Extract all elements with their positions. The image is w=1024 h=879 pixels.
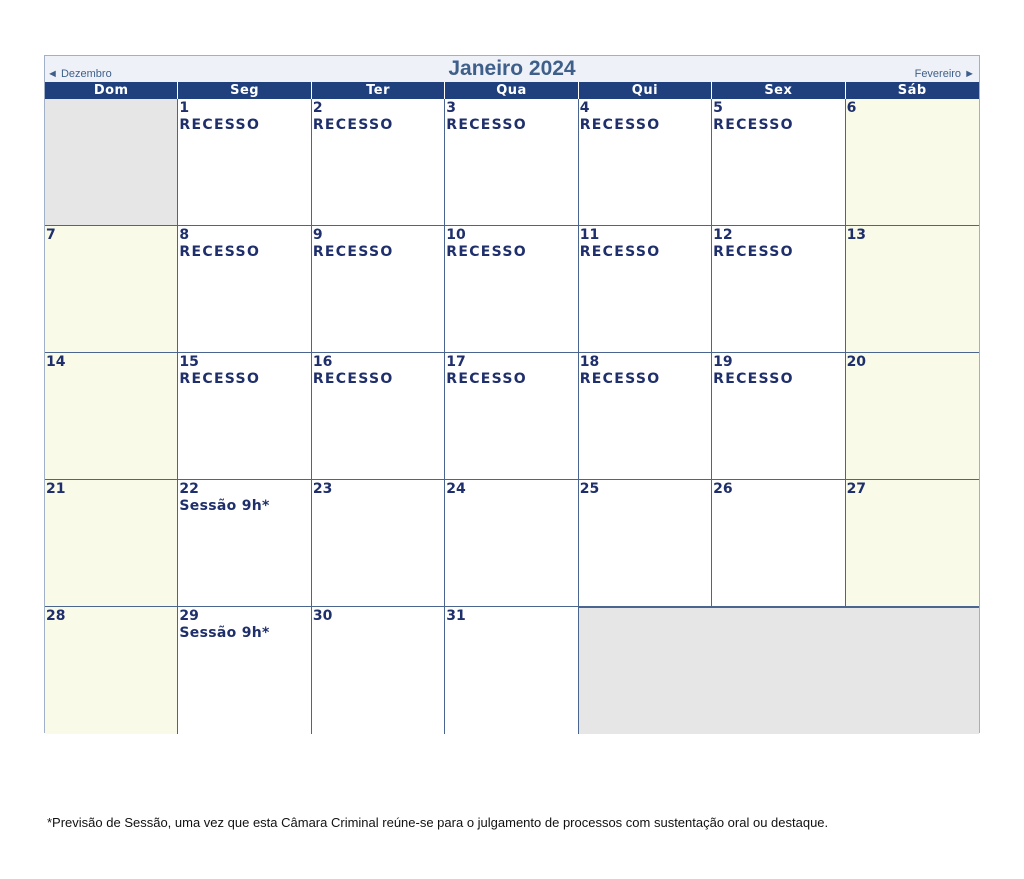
day-number: 23 xyxy=(312,481,333,497)
day-event: Sessão 9h* xyxy=(179,625,270,641)
day-cell-18[interactable] xyxy=(579,353,712,480)
day-event: RECESSO xyxy=(579,371,661,387)
day-cell-27[interactable] xyxy=(846,480,979,607)
day-cell-26[interactable] xyxy=(712,480,845,607)
day-cell-15[interactable] xyxy=(178,353,311,480)
day-cell-30[interactable] xyxy=(312,607,445,734)
day-number: 13 xyxy=(846,227,867,243)
empty-trailing-cells xyxy=(579,607,979,734)
day-number: 31 xyxy=(446,608,466,624)
day-event: RECESSO xyxy=(179,244,261,260)
day-number: 28 xyxy=(46,608,66,624)
day-event: RECESSO xyxy=(312,371,394,387)
day-number: 27 xyxy=(846,481,867,497)
day-event: RECESSO xyxy=(179,371,261,387)
footnote: *Previsão de Sessão, uma vez que esta Câmara Criminal reúne-se para o julgamento de processos com sustentação oral ou destaque. xyxy=(47,815,829,830)
weekday-thu: Qui xyxy=(579,82,712,99)
weekday-fri: Sex xyxy=(712,82,845,99)
day-cell-9[interactable] xyxy=(312,226,445,353)
day-number: 12 xyxy=(713,227,733,243)
weekday-header-row xyxy=(45,82,979,99)
day-number: 19 xyxy=(713,354,733,370)
empty-day-cell xyxy=(45,99,178,226)
day-cell-4[interactable] xyxy=(579,99,712,226)
day-cell-7[interactable] xyxy=(45,226,178,353)
day-number: 9 xyxy=(312,227,323,243)
day-cell-10[interactable] xyxy=(445,226,578,353)
day-cell-5[interactable] xyxy=(712,99,845,226)
day-number: 5 xyxy=(713,100,723,116)
day-event: RECESSO xyxy=(713,244,794,260)
day-cell-22[interactable] xyxy=(178,480,311,607)
day-number: 14 xyxy=(46,354,66,370)
day-number: 25 xyxy=(579,481,600,497)
day-number: 6 xyxy=(846,100,857,116)
weekday-tue: Ter xyxy=(312,82,445,99)
day-cell-19[interactable] xyxy=(712,353,845,480)
day-event: RECESSO xyxy=(713,371,794,387)
day-number: 3 xyxy=(446,100,457,116)
day-event: RECESSO xyxy=(579,244,661,260)
day-cell-8[interactable] xyxy=(178,226,311,353)
day-number: 20 xyxy=(846,354,867,370)
day-number: 15 xyxy=(179,354,199,370)
day-event: RECESSO xyxy=(446,244,528,260)
day-number: 8 xyxy=(179,227,190,243)
day-number: 22 xyxy=(179,481,199,497)
month-calendar xyxy=(44,55,980,733)
day-number: 16 xyxy=(312,354,333,370)
day-cell-2[interactable] xyxy=(312,99,445,226)
calendar-title: Janeiro 2024 xyxy=(448,57,576,80)
day-number: 2 xyxy=(312,100,323,116)
day-number: 4 xyxy=(579,100,590,116)
day-cell-23[interactable] xyxy=(312,480,445,607)
day-cell-16[interactable] xyxy=(312,353,445,480)
day-cell-28[interactable] xyxy=(45,607,178,734)
day-cell-14[interactable] xyxy=(45,353,178,480)
day-event: RECESSO xyxy=(312,244,394,260)
day-number: 24 xyxy=(446,481,466,497)
day-cell-31[interactable] xyxy=(445,607,578,734)
day-cell-3[interactable] xyxy=(445,99,578,226)
day-number: 21 xyxy=(46,481,66,497)
day-cell-29[interactable] xyxy=(178,607,311,734)
day-event: RECESSO xyxy=(312,117,394,133)
day-number: 1 xyxy=(179,100,190,116)
day-cell-13[interactable] xyxy=(846,226,979,353)
next-month-link[interactable]: Fevereiro ► xyxy=(914,68,975,80)
day-number: 26 xyxy=(713,481,733,497)
day-event: Sessão 9h* xyxy=(179,498,270,514)
weekday-sun: Dom xyxy=(45,82,178,99)
day-cell-11[interactable] xyxy=(579,226,712,353)
day-cell-24[interactable] xyxy=(445,480,578,607)
day-cell-6[interactable] xyxy=(846,99,979,226)
weekday-wed: Qua xyxy=(445,82,578,99)
day-number: 17 xyxy=(446,354,466,370)
day-number: 18 xyxy=(579,354,600,370)
prev-month-link[interactable]: ◄ Dezembro xyxy=(47,68,112,80)
day-number: 30 xyxy=(312,608,333,624)
day-cell-20[interactable] xyxy=(846,353,979,480)
weekday-mon: Seg xyxy=(178,82,311,99)
calendar-grid xyxy=(45,99,979,734)
day-event: RECESSO xyxy=(713,117,794,133)
day-number: 10 xyxy=(446,227,466,243)
day-cell-17[interactable] xyxy=(445,353,578,480)
day-cell-25[interactable] xyxy=(579,480,712,607)
day-number: 7 xyxy=(46,227,56,243)
weekday-sat: Sáb xyxy=(897,83,927,98)
day-number: 29 xyxy=(179,608,199,624)
day-event: RECESSO xyxy=(579,117,661,133)
day-number: 11 xyxy=(579,227,600,243)
day-cell-1[interactable] xyxy=(178,99,311,226)
day-cell-21[interactable] xyxy=(45,480,178,607)
day-event: RECESSO xyxy=(446,371,528,387)
calendar-header xyxy=(45,56,979,82)
day-event: RECESSO xyxy=(446,117,528,133)
day-event: RECESSO xyxy=(179,117,261,133)
day-cell-12[interactable] xyxy=(712,226,845,353)
